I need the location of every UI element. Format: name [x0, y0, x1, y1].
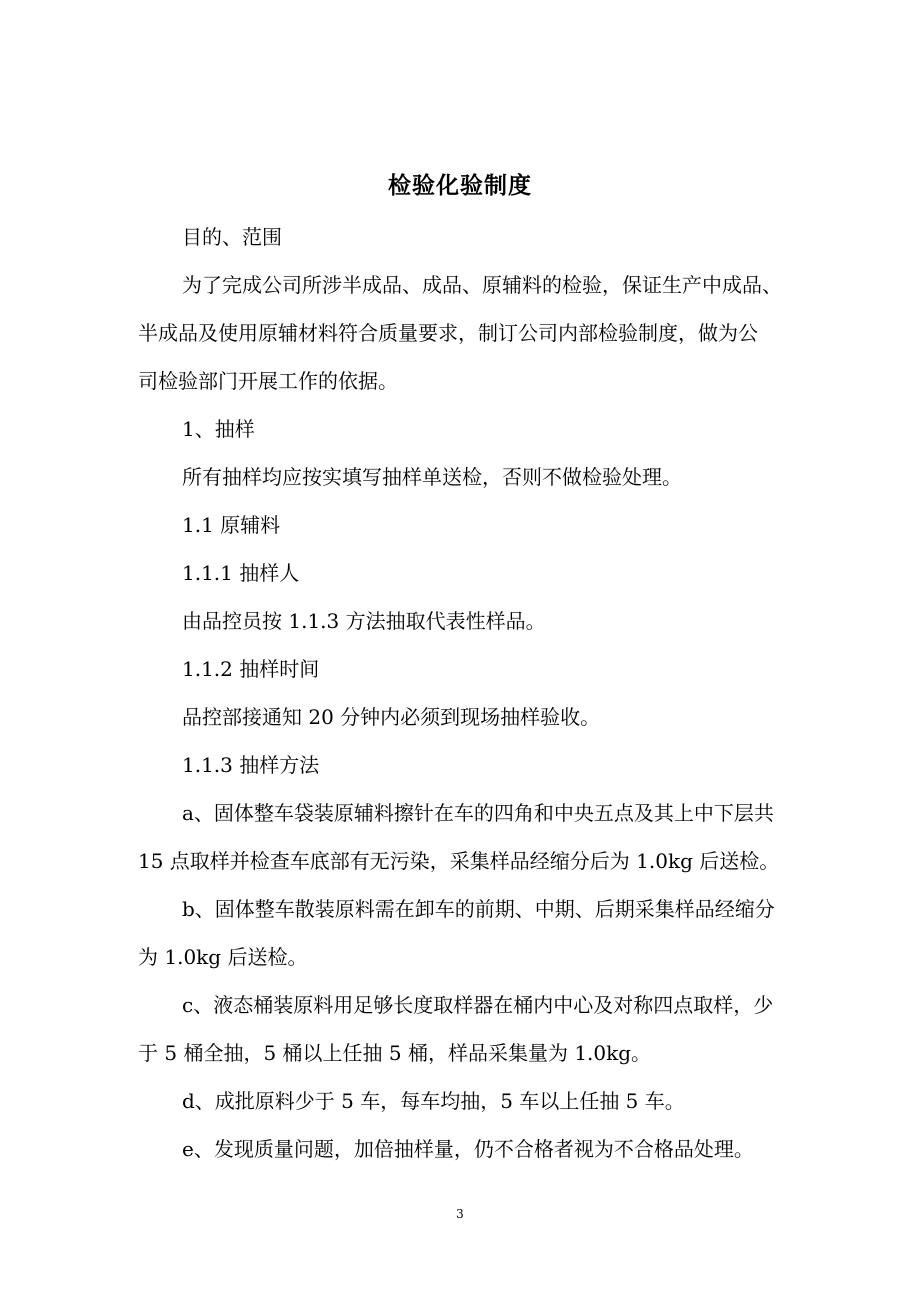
- subsection-heading: 1.1.2 抽样时间: [182, 657, 320, 681]
- paragraph-line: e、发现质量问题，加倍抽样量，仍不合格者视为不合格品处理。: [182, 1137, 754, 1161]
- paragraph-line: 所有抽样均应按实填写抽样单送检，否则不做检验处理。: [182, 465, 682, 489]
- paragraph-line: 于 5 桶全抽，5 桶以上任抽 5 桶，样品采集量为 1.0kg。: [138, 1041, 652, 1065]
- subsection-heading: 1.1.1 抽样人: [182, 561, 300, 585]
- paragraph-line: 品控部接通知 20 分钟内必须到现场抽样验收。: [182, 705, 601, 729]
- paragraph-line: b、固体整车散装原料需在卸车的前期、中期、后期采集样品经缩分: [182, 897, 775, 921]
- paragraph-line: a、固体整车袋装原辅料擦针在车的四角和中央五点及其上中下层共: [182, 801, 774, 825]
- paragraph-line: 由品控员按 1.1.3 方法抽取代表性样品。: [182, 609, 546, 633]
- subsection-heading: 1.1.3 抽样方法: [182, 753, 320, 777]
- paragraph-line: 为了完成公司所涉半成品、成品、原辅料的检验，保证生产中成品、: [182, 273, 782, 297]
- page-number: 3: [456, 1207, 464, 1221]
- section-purpose-heading: 目的、范围: [182, 225, 282, 249]
- paragraph-line: 为 1.0kg 后送检。: [138, 945, 308, 969]
- paragraph-line: 司检验部门开展工作的依据。: [138, 369, 398, 393]
- paragraph-line: 半成品及使用原辅材料符合质量要求，制订公司内部检验制度，做为公: [138, 321, 758, 345]
- section-sampling-heading: 1、抽样: [182, 417, 255, 441]
- subsection-heading: 1.1 原辅料: [182, 513, 281, 537]
- document-title: 检验化验制度: [388, 172, 532, 199]
- paragraph-line: c、液态桶装原料用足够长度取样器在桶内中心及对称四点取样，少: [182, 993, 774, 1017]
- paragraph-line: d、成批原料少于 5 车，每车均抽，5 车以上任抽 5 车。: [182, 1089, 685, 1113]
- paragraph-line: 15 点取样并检查车底部有无污染，采集样品经缩分后为 1.0kg 后送检。: [138, 849, 780, 873]
